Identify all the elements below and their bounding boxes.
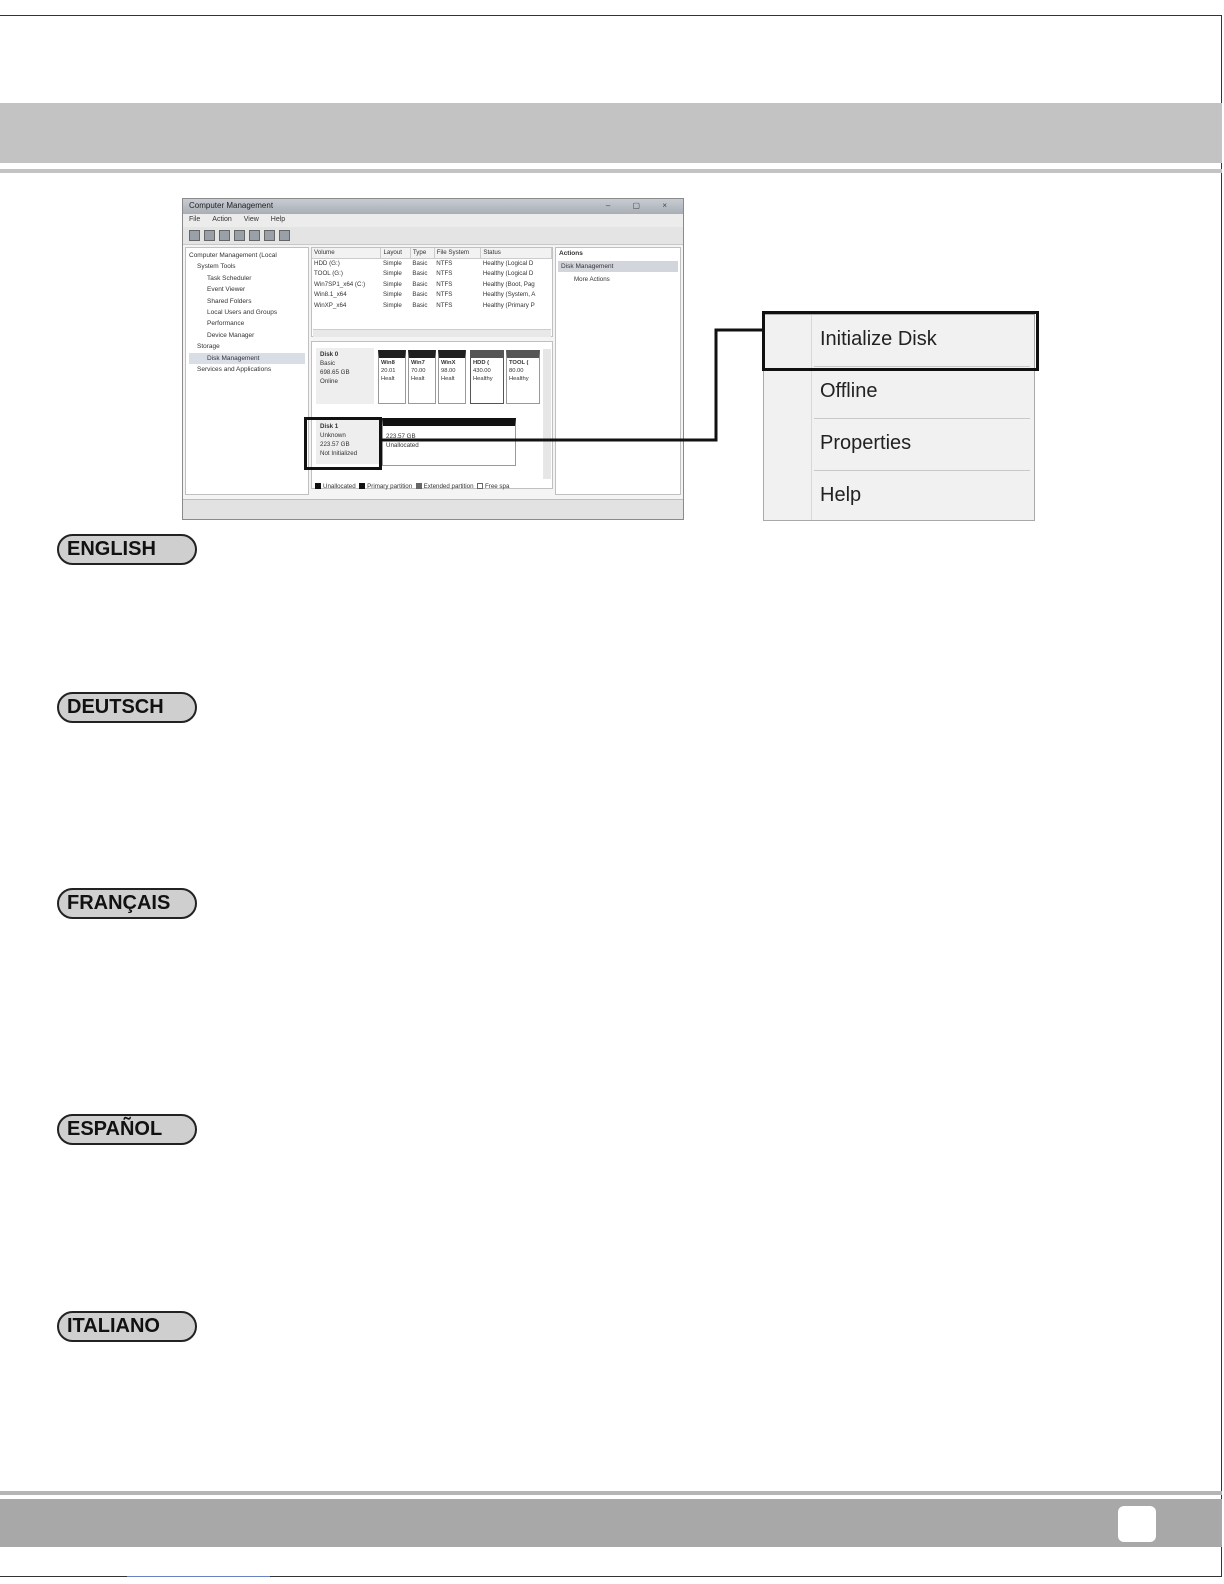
- table-cell: Simple: [382, 270, 402, 278]
- table-cell: Healthy (Primary P: [482, 301, 535, 309]
- menu-item-properties[interactable]: Properties: [820, 432, 912, 454]
- table-cell: NTFS: [436, 301, 453, 309]
- legend-item: Unallocated: [323, 483, 356, 490]
- footer-link-underline: [127, 1576, 270, 1577]
- table-cell: Basic: [412, 280, 428, 288]
- partition-size: 80.00: [509, 368, 524, 374]
- table-cell: NTFS: [436, 260, 453, 267]
- unallocated-size: 223.57 GB: [386, 433, 416, 440]
- actions-disk-management[interactable]: Disk Management: [558, 261, 678, 272]
- partition-size: 70.00: [411, 368, 426, 374]
- table-cell: Simple: [382, 301, 402, 309]
- partition-size: 430.00: [473, 368, 491, 374]
- partition-name: HDD (: [473, 360, 490, 366]
- tree-item[interactable]: System Tools: [197, 263, 236, 271]
- disk1-type: Unknown: [320, 432, 346, 439]
- table-cell: Healthy (System, A: [482, 291, 536, 299]
- partition-status: Healthy: [473, 376, 493, 382]
- table-cell: Healthy (Logical D: [482, 270, 534, 278]
- tree-item[interactable]: Services and Applications: [197, 366, 272, 374]
- tree-item[interactable]: Performance: [207, 320, 245, 328]
- tree-item[interactable]: Local Users and Groups: [207, 309, 278, 317]
- partition-status: Healt: [381, 376, 395, 382]
- partition-name: TOOL (: [509, 360, 529, 366]
- language-label-deutsch: DEUTSCH: [57, 692, 197, 723]
- menu-item-offline[interactable]: Offline: [820, 380, 878, 402]
- disk0-state: Online: [320, 378, 338, 385]
- menu-file[interactable]: File: [189, 216, 201, 223]
- disk1-name: Disk 1: [320, 423, 339, 430]
- tree-item[interactable]: Device Manager: [207, 331, 255, 339]
- partition-name: Win8: [381, 360, 395, 366]
- legend-item: Primary partition: [367, 483, 413, 490]
- table-cell: Win8.1_x64: [314, 291, 347, 299]
- partition-status: Healt: [411, 376, 425, 382]
- table-cell: NTFS: [436, 280, 453, 288]
- table-cell: Basic: [412, 260, 428, 267]
- more-actions-link[interactable]: More Actions: [574, 276, 610, 283]
- table-cell: Simple: [382, 280, 402, 288]
- disk1-state: Not Initialized: [320, 450, 358, 457]
- tree-item-disk-management[interactable]: Disk Management: [189, 353, 305, 364]
- column-header[interactable]: Type: [410, 248, 434, 258]
- legend-item: Free spa: [484, 483, 510, 490]
- tree-item[interactable]: Shared Folders: [207, 297, 252, 305]
- partition-size: 20.01: [381, 368, 396, 374]
- window-title: Computer Management: [183, 199, 683, 214]
- menu-help[interactable]: Help: [270, 216, 286, 223]
- column-header[interactable]: Status: [481, 248, 552, 258]
- menu-action[interactable]: Action: [212, 216, 232, 223]
- legend-item: Extended partition: [423, 483, 474, 490]
- table-cell: Healthy (Logical D: [482, 260, 534, 267]
- menu-view[interactable]: View: [243, 216, 259, 223]
- footer-rule: [0, 1491, 1222, 1495]
- tree-item[interactable]: Storage: [197, 343, 220, 351]
- initialize-disk-highlight-box: [762, 311, 1039, 371]
- language-label-english: ENGLISH: [57, 534, 197, 565]
- menu-item-help[interactable]: Help: [820, 484, 862, 506]
- tree-item[interactable]: Computer Management (Local: [189, 252, 277, 259]
- partition-status: Healthy: [509, 376, 529, 382]
- window-buttons: – ▢ ×: [605, 201, 677, 210]
- table-cell: Win7SP1_x64 (C:): [314, 280, 366, 288]
- table-cell: Simple: [382, 291, 402, 299]
- column-header[interactable]: Volume: [312, 248, 381, 258]
- table-cell: Basic: [412, 301, 428, 309]
- tree-item[interactable]: Event Viewer: [207, 286, 246, 294]
- menu-item-initialize-disk[interactable]: Initialize Disk: [820, 328, 937, 350]
- language-label-francais: FRANÇAIS: [57, 888, 197, 919]
- table-cell: Simple: [382, 260, 402, 267]
- footer-band: [0, 1499, 1222, 1547]
- table-cell: NTFS: [436, 291, 453, 299]
- disk0-type: Basic: [320, 360, 336, 367]
- partition-name: Win7: [411, 360, 425, 366]
- unallocated-label: Unallocated: [386, 442, 419, 449]
- disk1-size: 223.57 GB: [320, 441, 350, 448]
- table-cell: WinXP_x64: [314, 301, 347, 309]
- disk0-size: 698.65 GB: [320, 369, 350, 376]
- table-cell: TOOL (G:): [314, 270, 343, 278]
- table-cell: Basic: [412, 270, 428, 278]
- language-label-italiano: ITALIANO: [57, 1311, 197, 1342]
- partition-status: Healt: [441, 376, 455, 382]
- table-cell: HDD (G:): [314, 260, 340, 267]
- column-header[interactable]: Layout: [381, 248, 410, 258]
- table-cell: Healthy (Boot, Pag: [482, 280, 535, 288]
- callout-connector: [0, 0, 1224, 520]
- actions-header: Actions: [559, 250, 583, 257]
- disk0-name: Disk 0: [320, 351, 339, 358]
- table-cell: Basic: [412, 291, 428, 299]
- language-label-espanol: ESPAÑOL: [57, 1114, 197, 1145]
- table-cell: NTFS: [436, 270, 453, 278]
- partition-size: 98.00: [441, 368, 456, 374]
- page-number-box: [1118, 1506, 1156, 1542]
- column-header[interactable]: File System: [434, 248, 481, 258]
- tree-item[interactable]: Task Scheduler: [207, 274, 252, 282]
- partition-name: WinX: [441, 360, 456, 366]
